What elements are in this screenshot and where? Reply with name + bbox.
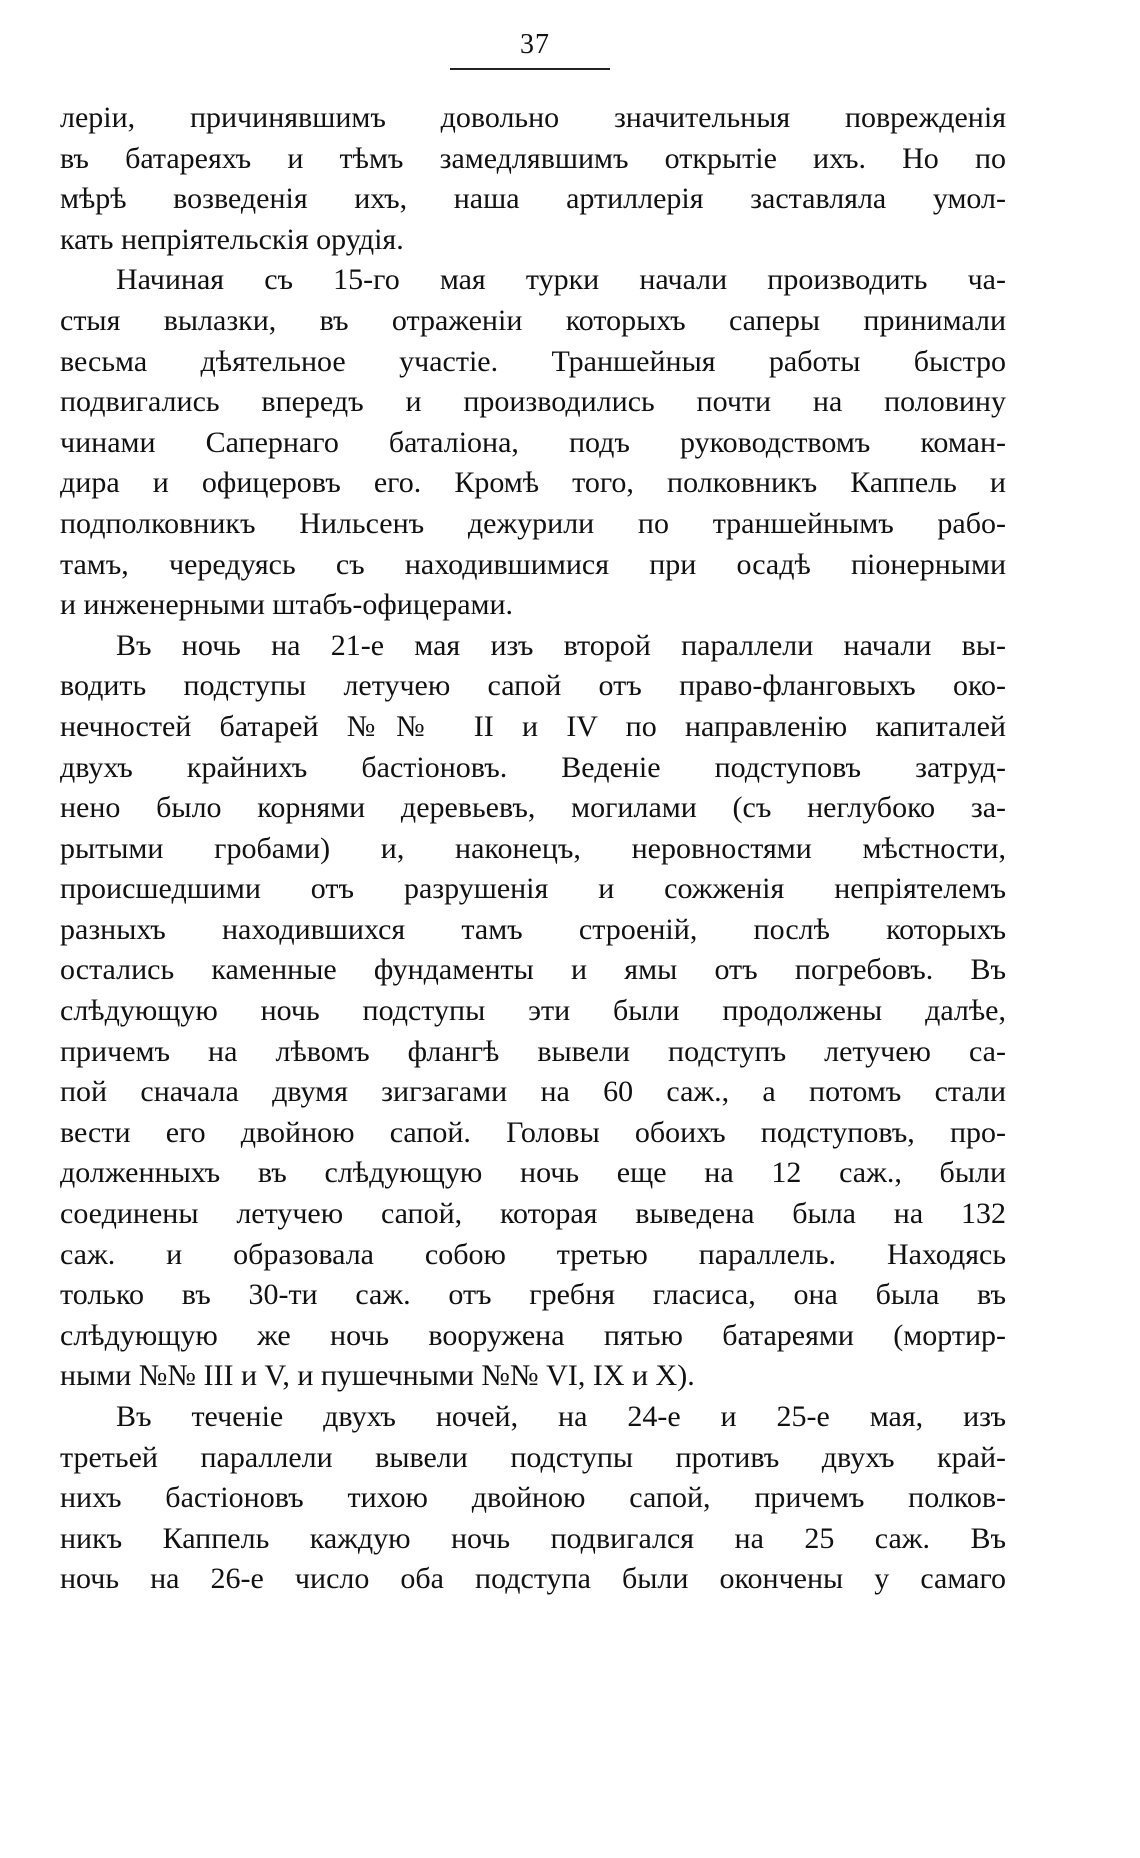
page-number-rule (450, 68, 610, 70)
text-line: третьей параллели вывели подступы противъ двухъ край- (60, 1440, 1006, 1474)
text-line: нечностей батарей №№ II и IV по направленію капиталей (60, 709, 1006, 743)
text-line: подполковникъ Нильсенъ дежурили по траншейнымъ рабо- (60, 506, 1006, 540)
text-line: чинами Сапернаго баталіона, подъ руководствомъ коман- (60, 425, 1006, 459)
text-line: Въ ночь на 21-е мая изъ второй параллели начали вы- (116, 628, 1006, 662)
body-text (60, 98, 1006, 1600)
text-line: рытыми гробами) и, наконецъ, неровностями мѣстности, (60, 831, 1006, 865)
text-line: разныхъ находившихся тамъ строеній, послѣ которыхъ (60, 912, 1006, 946)
text-line: и инженерными штабъ-офицерами. (60, 588, 514, 622)
text-line: нихъ бастіоновъ тихою двойною сапой, причемъ полков- (60, 1481, 1006, 1515)
text-line: ночь на 26-е число оба подступа были окончены у самаго (60, 1562, 1006, 1596)
page-number: 37 (520, 29, 550, 60)
text-line: пой сначала двумя зигзагами на 60 саж., а потомъ стали (60, 1075, 1006, 1109)
text-line: двухъ крайнихъ бастіоновъ. Веденіе подступовъ затруд- (60, 750, 1006, 784)
text-line: дира и офицеровъ его. Кромѣ того, полковникъ Каппель и (60, 466, 1006, 500)
text-line: кать непріятельскія орудія. (60, 222, 404, 256)
text-line: остались каменные фундаменты и ямы отъ погребовъ. Въ (60, 953, 1006, 987)
text-line: слѣдующую же ночь вооружена пятью батареями (мортир- (60, 1318, 1006, 1352)
text-line: долженныхъ въ слѣдующую ночь еще на 12 саж., были (60, 1156, 1006, 1190)
text-line: вести его двойною сапой. Головы обоихъ подступовъ, про- (60, 1115, 1006, 1149)
text-line: соединены летучею сапой, которая выведена была на 132 (60, 1197, 1006, 1231)
text-line: происшедшими отъ разрушенія и сожженія непріятелемъ (60, 872, 1006, 906)
text-line: въ батареяхъ и тѣмъ замедлявшимъ открытіе ихъ. Но по (60, 141, 1006, 175)
text-line: мѣрѣ возведенія ихъ, наша артиллерія заставляла умол- (60, 182, 1006, 216)
text-line: водить подступы летучею сапой отъ право-фланговыхъ око- (60, 669, 1006, 703)
text-line: нено было корнями деревьевъ, могилами (съ неглубоко за- (60, 791, 1006, 825)
text-line: стыя вылазки, въ отраженіи которыхъ саперы принимали (60, 303, 1006, 337)
text-line: подвигались впередъ и производились почти на половину (60, 385, 1006, 419)
text-line: никъ Каппель каждую ночь подвигался на 25 саж. Въ (60, 1521, 1006, 1555)
text-line: весьма дѣятельное участіе. Траншейныя работы быстро (60, 344, 1006, 378)
text-line: саж. и образовала собою третью параллель. Находясь (60, 1237, 1006, 1271)
text-line: только въ 30-ти саж. отъ гребня гласиса, она была въ (60, 1278, 1006, 1312)
text-line: Въ теченіе двухъ ночей, на 24-е и 25-е мая, изъ (116, 1400, 1006, 1433)
text-line: тамъ, чередуясь съ находившимися при осадѣ піонерными (60, 547, 1006, 581)
text-line: причемъ на лѣвомъ флангѣ вывели подступъ летучею са- (60, 1034, 1006, 1068)
text-line: Начиная съ 15-го мая турки начали производить ча- (116, 263, 1006, 297)
text-line: леріи, причинявшимъ довольно значительныя поврежденія (60, 101, 1006, 134)
text-line: слѣдующую ночь подступы эти были продолжены далѣе, (60, 994, 1006, 1028)
text-line: ными №№ III и V, и пушечными №№ VI, IX и X). (60, 1359, 695, 1393)
